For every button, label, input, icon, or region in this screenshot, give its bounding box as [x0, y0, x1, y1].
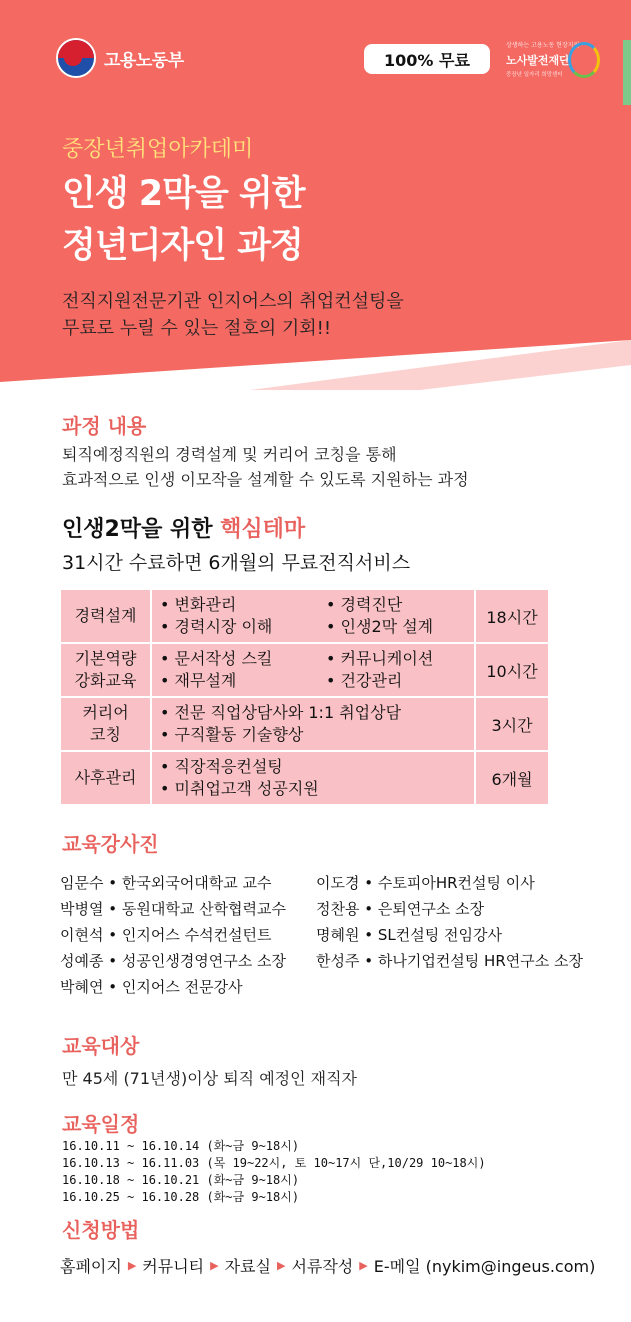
category-cell: 사후관리 [61, 752, 150, 804]
foundation-logo [506, 40, 598, 80]
theme-subheading: 31시간 수료하면 6개월의 무료전직서비스 [62, 552, 411, 574]
hours-cell: 6개월 [476, 752, 548, 804]
academy-name: 중장년취업아카데미 [62, 137, 254, 162]
step-email: E-메일 (nykim@ingeus.com) [373, 1257, 596, 1276]
arrow-right-icon: ▶ [359, 1259, 368, 1272]
category-cell: 경력설계 [61, 590, 150, 642]
category-line: 기본역량 [74, 649, 137, 668]
desc-line-2: 무료로 누릴 수 있는 절호의 기회!! [62, 318, 332, 339]
table-row [61, 752, 548, 804]
foundation-ring-icon [568, 42, 600, 78]
course-line-2: 효과적으로 인생 이모작을 설계할 수 있도록 지원하는 과정 [62, 470, 469, 489]
list-item: • 경력진단 [326, 595, 403, 614]
list-item: • 미취업고객 성공지원 [160, 779, 319, 798]
schedule-item: 16.10.18 ~ 16.10.21 (화~금 9~18시) [62, 1173, 300, 1187]
category-line: 강화교육 [74, 671, 137, 690]
taegeuk-icon [56, 38, 96, 78]
theme-heading-prefix: 인생2막을 위한 [62, 517, 221, 542]
theme-heading-accent: 핵심테마 [220, 517, 306, 542]
arrow-right-icon: ▶ [127, 1259, 137, 1272]
schedule-item: 16.10.11 ~ 16.10.14 (화~금 9~18시) [62, 1139, 300, 1153]
ministry-name: 고용노동부 [104, 50, 184, 71]
instructors-left-list [60, 870, 286, 1000]
side-accent-bar [623, 40, 631, 105]
instructor-item: 명혜원 • SL컨설팅 전임강사 [316, 926, 502, 944]
foundation-center: 중장년 일자리 희망센터 [506, 72, 563, 78]
hero-description [62, 288, 404, 342]
free-badge: 100% 무료 [364, 44, 490, 74]
instructor-item: 이현석 • 인지어스 수석컨설턴트 [60, 926, 272, 944]
step-community: 커뮤니티 [142, 1257, 205, 1276]
category-cell [61, 698, 150, 750]
page-title [62, 168, 305, 272]
schedule-item: 16.10.13 ~ 16.11.03 (목 19~22시, 토 10~17시 단,10/29 10~18시) [62, 1156, 486, 1170]
course-heading: 과정 내용 [62, 414, 147, 438]
course-description [62, 442, 469, 492]
instructor-item: 박혜연 • 인지어스 전문강사 [60, 978, 243, 996]
list-item: • 경력시장 이해 [160, 617, 273, 636]
target-text: 만 45세 (71년생)이상 퇴직 예정인 재직자 [62, 1069, 358, 1088]
table-row [61, 644, 548, 696]
list-item: • 문서작성 스킬 [160, 649, 273, 668]
hours-cell: 10시간 [476, 644, 548, 696]
arrow-right-icon: ▶ [276, 1259, 286, 1272]
items-cell [152, 644, 474, 696]
category-line: 코칭 [90, 725, 121, 744]
target-heading: 교육대상 [62, 1034, 140, 1058]
list-item: • 건강관리 [326, 671, 403, 690]
apply-steps [60, 1254, 595, 1277]
table-row [61, 698, 548, 750]
theme-heading [62, 512, 305, 543]
foundation-name: 노사발전재단 [506, 54, 570, 67]
hero-banner [0, 0, 631, 390]
instructor-item: 이도경 • 수토피아HR컨설팅 이사 [316, 874, 535, 892]
category-cell [61, 644, 150, 696]
schedule-item: 16.10.25 ~ 16.10.28 (화~금 9~18시) [62, 1190, 300, 1204]
items-cell [152, 698, 474, 750]
desc-line-1: 전직지원전문기관 인지어스의 취업컨설팅을 [62, 291, 404, 312]
schedule-list [62, 1138, 486, 1206]
category-line: 커리어 [82, 703, 129, 722]
items-cell [152, 752, 474, 804]
step-homepage: 홈페이지 [60, 1257, 122, 1276]
instructors-right-list [316, 870, 583, 974]
foundation-tagline: 상생하는 고용노동 현장지원 [506, 42, 580, 49]
items-cell [152, 590, 474, 642]
course-line-1: 퇴직예정직원의 경력설계 및 커리어 코칭을 통해 [62, 445, 397, 464]
list-item: • 커뮤니케이션 [326, 649, 434, 668]
table-row [61, 590, 548, 642]
hours-cell: 3시간 [476, 698, 548, 750]
apply-heading: 신청방법 [62, 1218, 140, 1242]
instructor-item: 임문수 • 한국외국어대학교 교수 [60, 874, 272, 892]
instructors-heading: 교육강사진 [62, 832, 159, 856]
instructor-item: 정찬용 • 은퇴연구소 소장 [316, 900, 485, 918]
list-item: • 구직활동 기술향상 [160, 725, 304, 744]
list-item: • 인생2막 설계 [326, 617, 434, 636]
list-item: • 재무설계 [160, 671, 237, 690]
step-archive: 자료실 [224, 1257, 271, 1276]
curriculum-table [59, 588, 550, 806]
list-item: • 전문 직업상담사와 1:1 취업상담 [160, 703, 402, 722]
instructor-item: 한성주 • 하나기업컨설팅 HR연구소 소장 [316, 952, 583, 970]
list-item: • 변화관리 [160, 595, 237, 614]
arrow-right-icon: ▶ [210, 1259, 219, 1272]
hours-cell: 18시간 [476, 590, 548, 642]
step-documents: 서류작성 [291, 1257, 354, 1276]
title-line-2: 정년디자인 과정 [62, 226, 303, 266]
list-item: • 직장적응컨설팅 [160, 757, 283, 776]
instructor-item: 박병열 • 동원대학교 산학협력교수 [60, 900, 287, 918]
instructor-item: 성예종 • 성공인생경영연구소 소장 [60, 952, 287, 970]
ministry-logo [56, 38, 184, 78]
schedule-heading: 교육일정 [62, 1112, 140, 1136]
title-line-1: 인생 2막을 위한 [62, 174, 305, 214]
